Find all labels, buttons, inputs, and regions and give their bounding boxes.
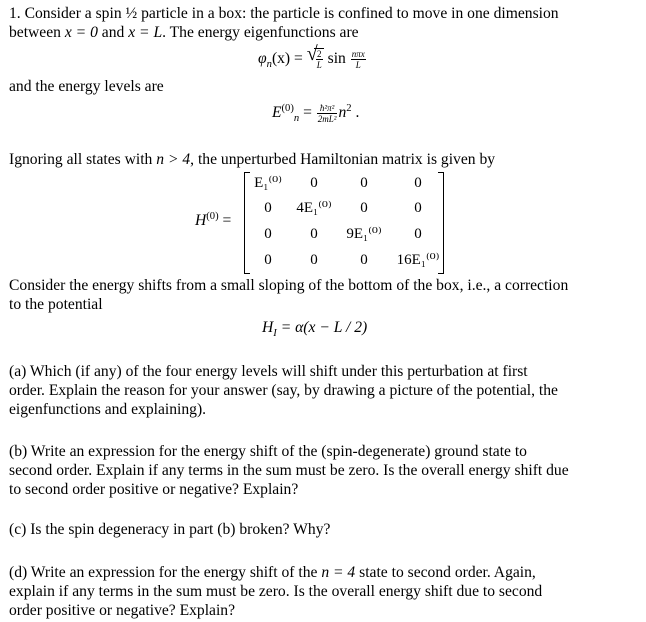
radical-sign: √ bbox=[306, 43, 318, 65]
matrix-cell-r4c2: 0 bbox=[310, 252, 318, 268]
matrix-cell-r1c2: 0 bbox=[310, 175, 318, 191]
bound-upper: x = L bbox=[128, 24, 163, 41]
intro-line-2: between x = 0 and x = L. The energy eigenfunctions are bbox=[9, 24, 359, 41]
matrix-cell-r4c3: 0 bbox=[360, 252, 368, 268]
intro-line-1: 1. Consider a spin ½ particle in a box: the particle is confined to move in one dimension bbox=[9, 5, 559, 22]
wavefunction-equation: $\varphi_n(x)$ = √ $\frac{2}{L}$ sin $\frac{\text{nπx}}{L}$ bbox=[258, 43, 365, 71]
matrix-cell-r3c4: 0 bbox=[414, 226, 422, 242]
bound-lower: x = 0 bbox=[64, 24, 98, 41]
energy-equation: $E^{(0)}_n$ = $\frac{\text{ħ²π²}}{\text{2mL²}}$ $n^2$ . bbox=[272, 102, 360, 125]
matrix-cell-r2c2: 4E₁⁽⁰⁾ bbox=[296, 200, 332, 216]
state-cutoff: n > 4 bbox=[156, 151, 191, 168]
hamiltonian-intro: Ignoring all states with n > 4, the unperturbed Hamiltonian matrix is given by bbox=[9, 151, 496, 168]
matrix-cell-r1c1: E₁⁽⁰⁾ bbox=[254, 175, 282, 191]
hamiltonian-label: $H^{(0)}$ = bbox=[195, 210, 232, 229]
perturbation-equation: $H_I = \alpha(x - L / 2)$ bbox=[262, 319, 368, 340]
part-d: (d) Write an expression for the energy shift of the n = 4 state to second order. Again, explain if any terms in the sum must be zero. Is the overall energy shift due to second order positive or negative? Explain? bbox=[9, 564, 543, 619]
matrix-cell-r3c3: 9E₁⁽⁰⁾ bbox=[346, 226, 382, 242]
energy-intro: and the energy levels are bbox=[9, 78, 164, 95]
matrix-cell-r1c4: 0 bbox=[414, 175, 422, 191]
sqrt-2-over-l: √ $\frac{2}{L}$ bbox=[306, 43, 322, 70]
matrix-cell-r1c3: 0 bbox=[360, 175, 368, 191]
matrix-cell-r4c4: 16E₁⁽⁰⁾ bbox=[396, 252, 440, 268]
matrix-cell-r2c4: 0 bbox=[414, 200, 422, 216]
part-a: (a) Which (if any) of the four energy levels will shift under this perturbation at first order. Explain the reason for your answer (say, by drawing a picture of the potential, the eigenfunctions and explaining). bbox=[9, 363, 558, 418]
part-c: (c) Is the spin degeneracy in part (b) broken? Why? bbox=[9, 521, 331, 538]
problem-intro bbox=[9, 4, 639, 42]
hamiltonian-matrix bbox=[244, 172, 444, 272]
state-n4: n = 4 bbox=[321, 564, 356, 581]
matrix-cell-r2c1: 0 bbox=[264, 200, 272, 216]
perturbation-intro: Consider the energy shifts from a small sloping of the bottom of the box, i.e., a correction to the potential bbox=[9, 277, 569, 313]
matrix-cell-r4c1: 0 bbox=[264, 252, 272, 268]
matrix-cell-r3c1: 0 bbox=[264, 226, 272, 242]
part-b: (b) Write an expression for the energy shift of the (spin-degenerate) ground state to second order. Explain if any terms in the sum must be zero. Is the overall energy shift due to second order positive or negative? Explain? bbox=[9, 443, 569, 498]
matrix-cell-r3c2: 0 bbox=[310, 226, 318, 242]
matrix-cell-r2c3: 0 bbox=[360, 200, 368, 216]
